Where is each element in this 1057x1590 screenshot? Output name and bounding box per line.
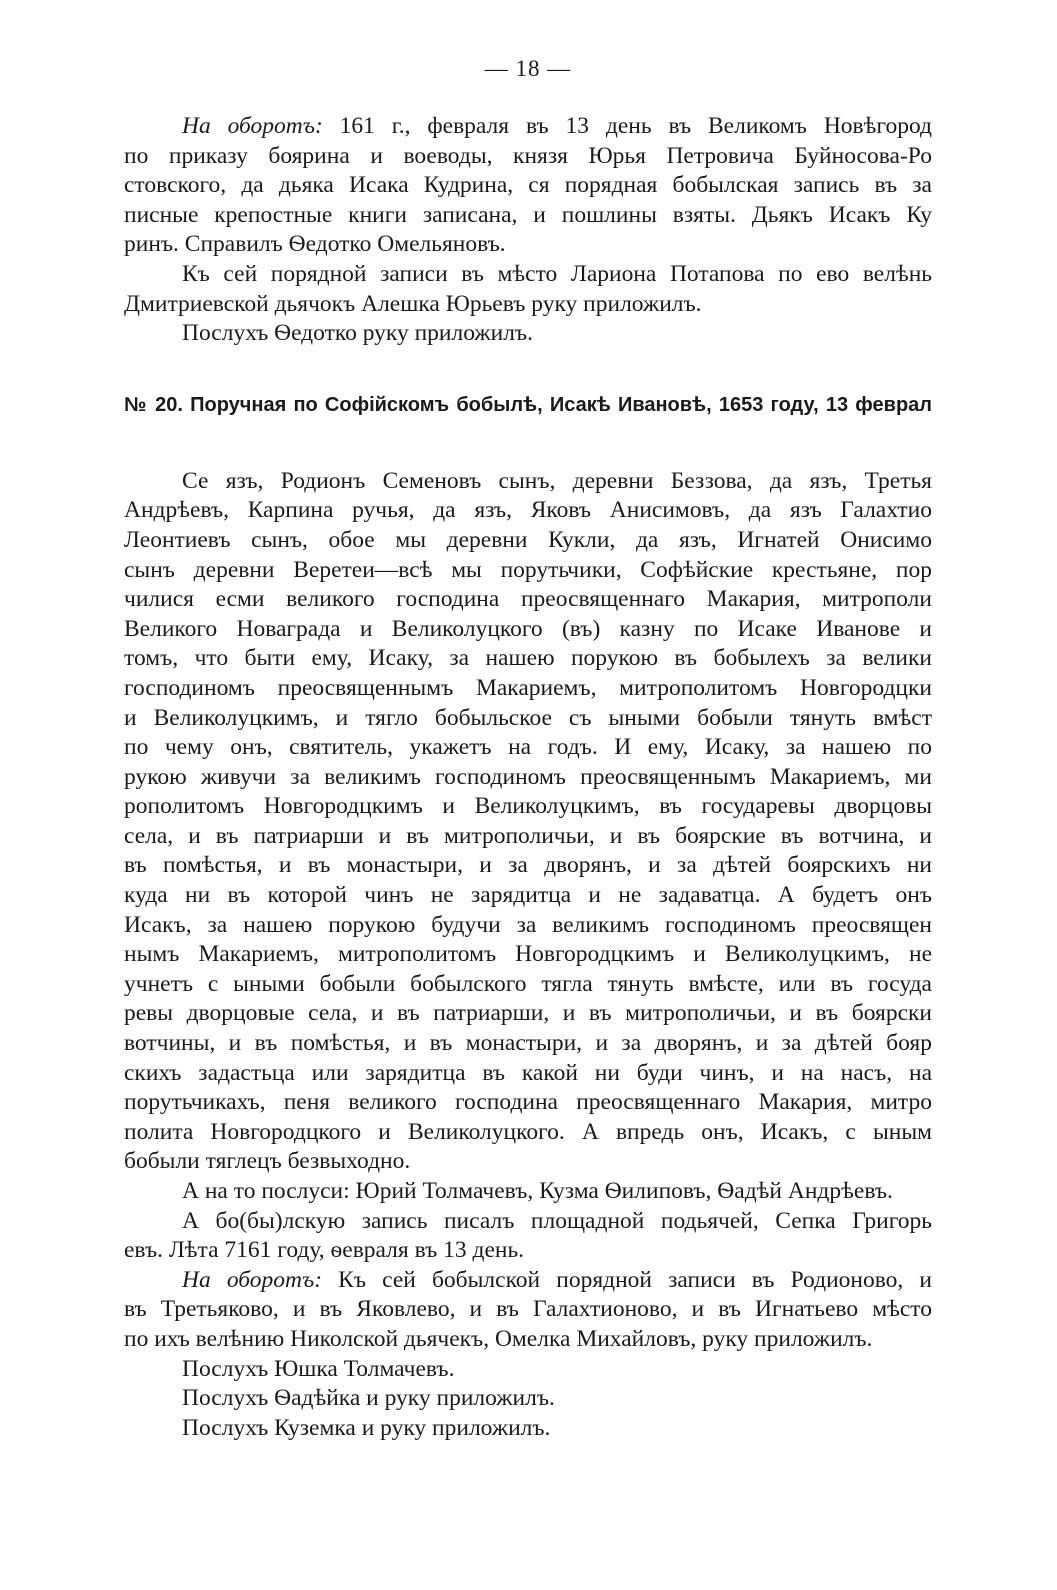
line-text: Дмитриевской дьячокъ Алешка Юрьевъ руку приложилъ. <box>124 290 702 317</box>
line-text: Къ сей бобылской порядной записи въ Родионово, и <box>322 1266 932 1293</box>
line-text: А бо(бы)лскую запись писалъ площадной подьячей, Сепка Григорь <box>182 1207 932 1234</box>
text-line <box>124 881 932 911</box>
text-line <box>124 644 932 674</box>
line-text: Послухъ Ѳедотко руку приложилъ. <box>182 320 533 347</box>
line-text: по ихъ велѣнию Николской дьячекъ, Омелка Михайловъ, руку приложилъ. <box>124 1325 873 1352</box>
line-text: ринъ. Справилъ Ѳедотко Омельяновъ. <box>124 231 506 258</box>
verso-label: На оборотъ: <box>182 1266 323 1293</box>
line-text: господиномъ преосвященнымъ Макариемъ, митрополитомъ Новгородцки <box>124 674 932 701</box>
line-text: томъ, что быти ему, Исаку, за нашею порукою въ бобылехъ за велики <box>124 645 932 672</box>
document-heading-no-20: № 20. Поручная по Софійскомъ бобылѣ, Исакѣ Ивановѣ, 1653 году, 13 феврал <box>124 393 932 416</box>
text-line <box>124 1088 932 1118</box>
line-text: и Великолуцкимъ, и тягло бобыльское съ ыными бобыли тянуть вмѣст <box>124 704 932 731</box>
text-line <box>124 1325 932 1355</box>
line-text: нымъ Макариемъ, митрополитомъ Новгородцкимъ и Великолуцкимъ, не <box>124 941 932 968</box>
text-line <box>124 171 932 201</box>
text-line <box>124 1177 932 1207</box>
text-line <box>124 851 932 881</box>
line-text: села, и въ патриарши и въ митрополичьи, и въ боярские въ вотчина, и <box>124 822 932 849</box>
text-line <box>124 1118 932 1148</box>
text-line <box>124 1384 932 1414</box>
text-line <box>124 260 932 290</box>
document-page <box>124 56 932 1443</box>
line-text: полита Новгородцкого и Великолуцкого. А впредь онъ, Исакъ, с ыным <box>124 1118 932 1145</box>
text-line <box>124 556 932 586</box>
text-line <box>124 290 932 320</box>
text-line <box>124 1295 932 1325</box>
line-text: бобыли тяглецъ безвыходно. <box>124 1148 411 1175</box>
line-text: Великого Новаграда и Великолуцкого (въ) казну по Исаке Иванове и <box>124 615 932 642</box>
line-text: А на то послуси: Юрий Толмачевъ, Кузма Ѳилиповъ, Ѳадѣй Андрѣевъ. <box>182 1178 893 1204</box>
text-line <box>124 822 932 852</box>
text-line <box>124 911 932 941</box>
line-text: Се язъ, Родионъ Семеновъ сынъ, деревни Беззова, да язъ, Третья <box>182 467 932 494</box>
line-text: въ помѣстья, и въ монастыри, и за дворянъ, и за дѣтей боярскихъ ни <box>124 852 932 879</box>
text-line <box>124 1029 932 1059</box>
line-text: сынъ деревни Веретеи—всѣ мы порутьчики, Софѣйские крестьяне, пор <box>124 556 932 583</box>
line-text: въ Третьяково, и въ Яковлево, и въ Галахтионово, и въ Игнатьево мѣсто <box>124 1296 932 1323</box>
text-line <box>124 319 932 349</box>
line-text: рополитомъ Новгородцкимъ и Великолуцкимъ, въ государевы дворцовы <box>124 793 932 820</box>
line-text: Андрѣевъ, Карпина ручья, да язъ, Яковъ Анисимовъ, да язъ Галахтио <box>124 497 932 524</box>
text-line <box>124 201 932 231</box>
text-line <box>124 230 932 260</box>
text-line <box>124 999 932 1029</box>
text-line <box>124 733 932 763</box>
text-line <box>124 1236 932 1266</box>
line-text: по приказу боярина и воеводы, князя Юрья Петровича Буйносова-Ро <box>124 142 932 169</box>
line-text: чилися есми великого господина преосвященнаго Макария, митрополи <box>124 586 932 613</box>
line-text: скихъ задастьца или зарядитца въ какой ни буди чинъ, и на насъ, на <box>124 1059 932 1086</box>
line-text: евъ. Лѣта 7161 году, ѳевраля въ 13 день. <box>124 1237 525 1264</box>
line-text: Послухъ Ѳадѣйка и руку приложилъ. <box>182 1385 555 1412</box>
text-line <box>124 1059 932 1089</box>
line-text: ревы дворцовые села, и въ патриарши, и въ митрополичьи, и въ боярски <box>124 1000 932 1027</box>
text-line <box>124 792 932 822</box>
line-text: Къ сей порядной записи въ мѣсто Лариона Потапова по ево велѣнь <box>182 260 932 287</box>
text-line <box>124 1266 932 1296</box>
line-text: учнетъ с ыными бобыли бобылского тягла тянуть вмѣсте, или въ госуда <box>124 970 932 997</box>
text-line <box>124 467 932 497</box>
line-text: стовского, да дьяка Исака Кудрина, ся порядная бобылская запись въ за <box>124 172 932 199</box>
text-line <box>124 526 932 556</box>
text-line <box>124 1414 932 1444</box>
text-line <box>124 674 932 704</box>
text-line <box>124 112 932 142</box>
section-verso-note-161 <box>124 112 932 349</box>
text-line <box>124 496 932 526</box>
text-line <box>124 1207 932 1237</box>
line-text: писные крепостные книги записана, и пошлины взяты. Дьякъ Исакъ Ку <box>124 201 932 228</box>
text-line <box>124 1147 932 1177</box>
line-text: Послухъ Куземка и руку приложилъ. <box>182 1414 551 1441</box>
line-text: Исакъ, за нашею порукою будучи за великимъ господиномъ преосвящен <box>124 911 932 938</box>
text-line <box>124 970 932 1000</box>
line-text: Леонтиевъ сынъ, обое мы деревни Кукли, да язъ, Игнатей Онисимо <box>124 526 932 553</box>
line-text: порутьчикахъ, пеня великого господина преосвященнаго Макария, митро <box>124 1089 932 1116</box>
line-text: рукою живучи за великимъ господиномъ преосвященнымъ Макариемъ, ми <box>124 763 932 790</box>
verso-label: На оборотъ: <box>182 113 323 139</box>
page-number: — 18 — <box>484 56 572 81</box>
text-line <box>124 763 932 793</box>
line-text: 161 г., февраля въ 13 день въ Великомъ Новѣгород <box>322 113 932 139</box>
text-line <box>124 585 932 615</box>
line-text: по чему онъ, святитель, укажетъ на годъ. И ему, Исаку, за нашею по <box>124 734 932 761</box>
line-text: куда ни въ которой чинъ не зарядитца и не задаватца. А будетъ онъ <box>124 882 932 909</box>
text-line <box>124 940 932 970</box>
section-surety-text <box>124 467 932 1444</box>
line-text: Послухъ Юшка Толмачевъ. <box>182 1355 455 1382</box>
text-line <box>124 142 932 172</box>
line-text: вотчины, и въ помѣстья, и въ монастыри, и за дворянъ, и за дѣтей бояр <box>124 1030 932 1057</box>
text-line <box>124 704 932 734</box>
text-line <box>124 1355 932 1385</box>
text-line <box>124 615 932 645</box>
